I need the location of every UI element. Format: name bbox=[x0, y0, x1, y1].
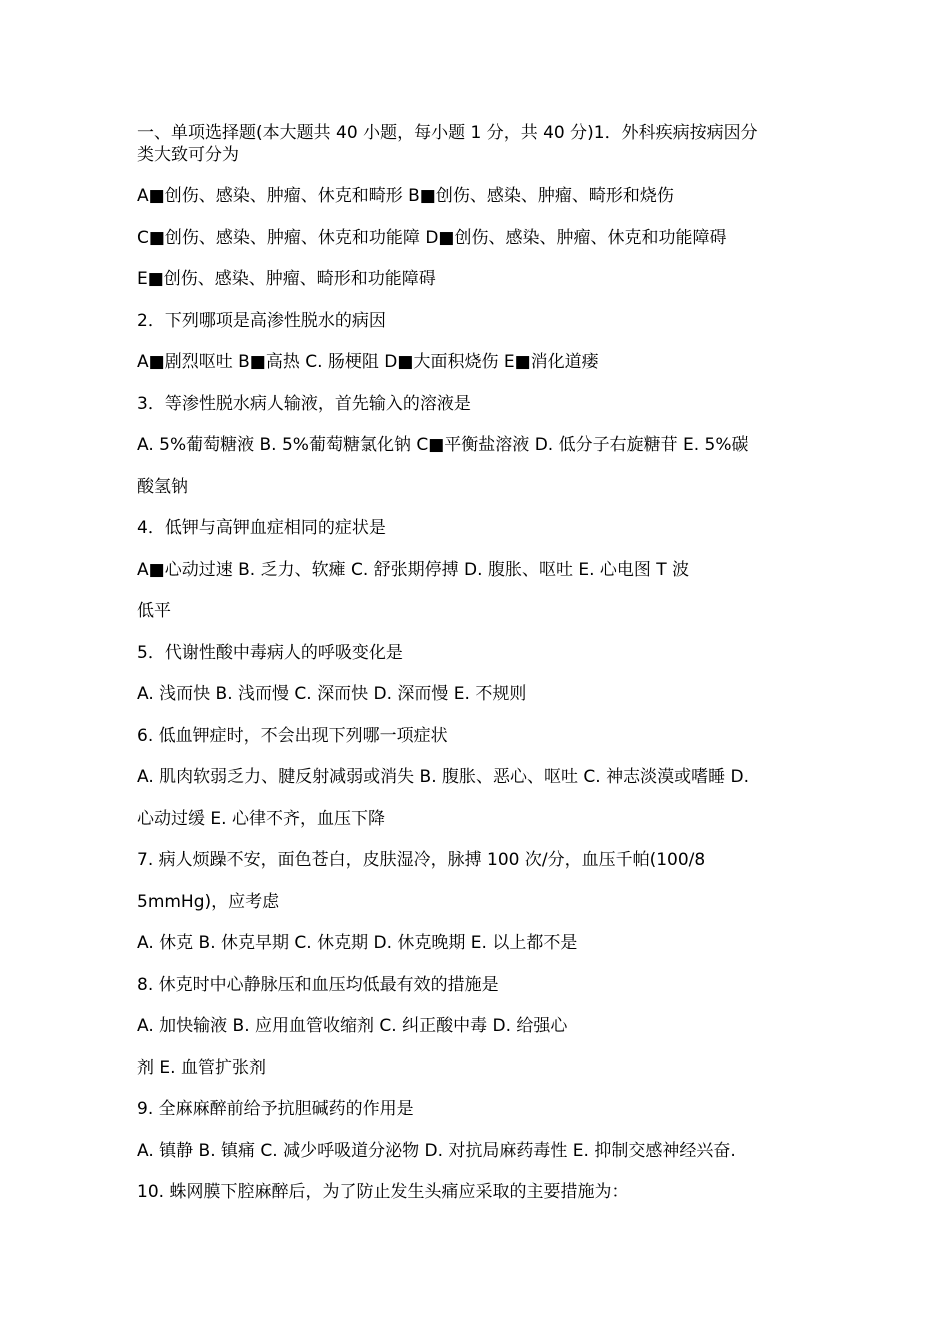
text-line: E■创伤、感染、肿瘤、畸形和功能障碍 bbox=[137, 269, 436, 289]
text-line: 低平 bbox=[137, 601, 171, 621]
text-line: 5mmHg)，应考虑 bbox=[137, 891, 280, 912]
text-line: A. 浅而快 B. 浅而慢 C. 深而快 D. 深而慢 E. 不规则 bbox=[137, 684, 527, 704]
text-line: A. 肌肉软弱乏力、腱反射减弱或消失 B. 腹胀、恶心、呕吐 C. 神志淡漠或嗜睡 D. bbox=[137, 767, 749, 787]
text-line: A■剧烈呕吐 B■高热 C. 肠梗阻 D■大面积烧伤 E■消化道瘘 bbox=[137, 352, 599, 372]
text-line: A■创伤、感染、肿瘤、休克和畸形 B■创伤、感染、肿瘤、畸形和烧伤 bbox=[137, 186, 674, 206]
heading-line-1: 一、单项选择题(本大题共 40 小题，每小题 1 分，共 40 分)1．外科疾病按病因分 bbox=[137, 123, 758, 143]
text-line: 2．下列哪项是高渗性脱水的病因 bbox=[137, 310, 386, 331]
text-line: 8. 休克时中心静脉压和血压均低最有效的措施是 bbox=[137, 974, 499, 995]
question-text bbox=[137, 176, 827, 1214]
text-line: 10. 蛛网膜下腔麻醉后，为了防止发生头痛应采取的主要措施为： bbox=[137, 1182, 629, 1202]
heading-line-2: 类大致可分为 bbox=[137, 145, 239, 165]
text-line: 3．等渗性脱水病人输液，首先输入的溶液是 bbox=[137, 393, 471, 414]
text-line: 6. 低血钾症时，不会出现下列哪一项症状 bbox=[137, 725, 448, 746]
text-line: A. 镇静 B. 镇痛 C. 减少呼吸道分泌物 D. 对抗局麻药毒性 E. 抑制交感神经兴奋. bbox=[137, 1140, 736, 1161]
text-line: A. 5%葡萄糖液 B. 5%葡萄糖氯化钠 C■平衡盐溶液 D. 低分子右旋糖苷 E. 5%碳 bbox=[137, 435, 749, 455]
text-line: 心动过缓 E. 心律不齐，血压下降 bbox=[137, 808, 385, 829]
text-line: 4．低钾与高钾血症相同的症状是 bbox=[137, 518, 386, 538]
text-line: A. 加快输液 B. 应用血管收缩剂 C. 纠正酸中毒 D. 给强心 bbox=[137, 1016, 568, 1036]
text-line: 5．代谢性酸中毒病人的呼吸变化是 bbox=[137, 642, 403, 663]
text-line: 剂 E. 血管扩张剂 bbox=[137, 1057, 266, 1078]
text-line: A. 休克 B. 休克早期 C. 休克期 D. 休克晚期 E. 以上都不是 bbox=[137, 933, 578, 953]
text-line: C■创伤、感染、肿瘤、休克和功能障 D■创伤、感染、肿瘤、休克和功能障碍 bbox=[137, 227, 727, 248]
text-line: 7. 病人烦躁不安，面色苍白，皮肤湿冷，脉搏 100 次/分，血压千帕(100/8 bbox=[137, 850, 706, 870]
text-line: A■心动过速 B. 乏力、软瘫 C. 舒张期停搏 D. 腹胀、呕吐 E. 心电图 T 波 bbox=[137, 559, 690, 580]
text-line: 酸氢钠 bbox=[137, 476, 188, 497]
text-line: 9. 全麻麻醉前给予抗胆碱药的作用是 bbox=[137, 1099, 414, 1119]
section-heading bbox=[137, 122, 827, 166]
document-body bbox=[137, 122, 827, 1214]
